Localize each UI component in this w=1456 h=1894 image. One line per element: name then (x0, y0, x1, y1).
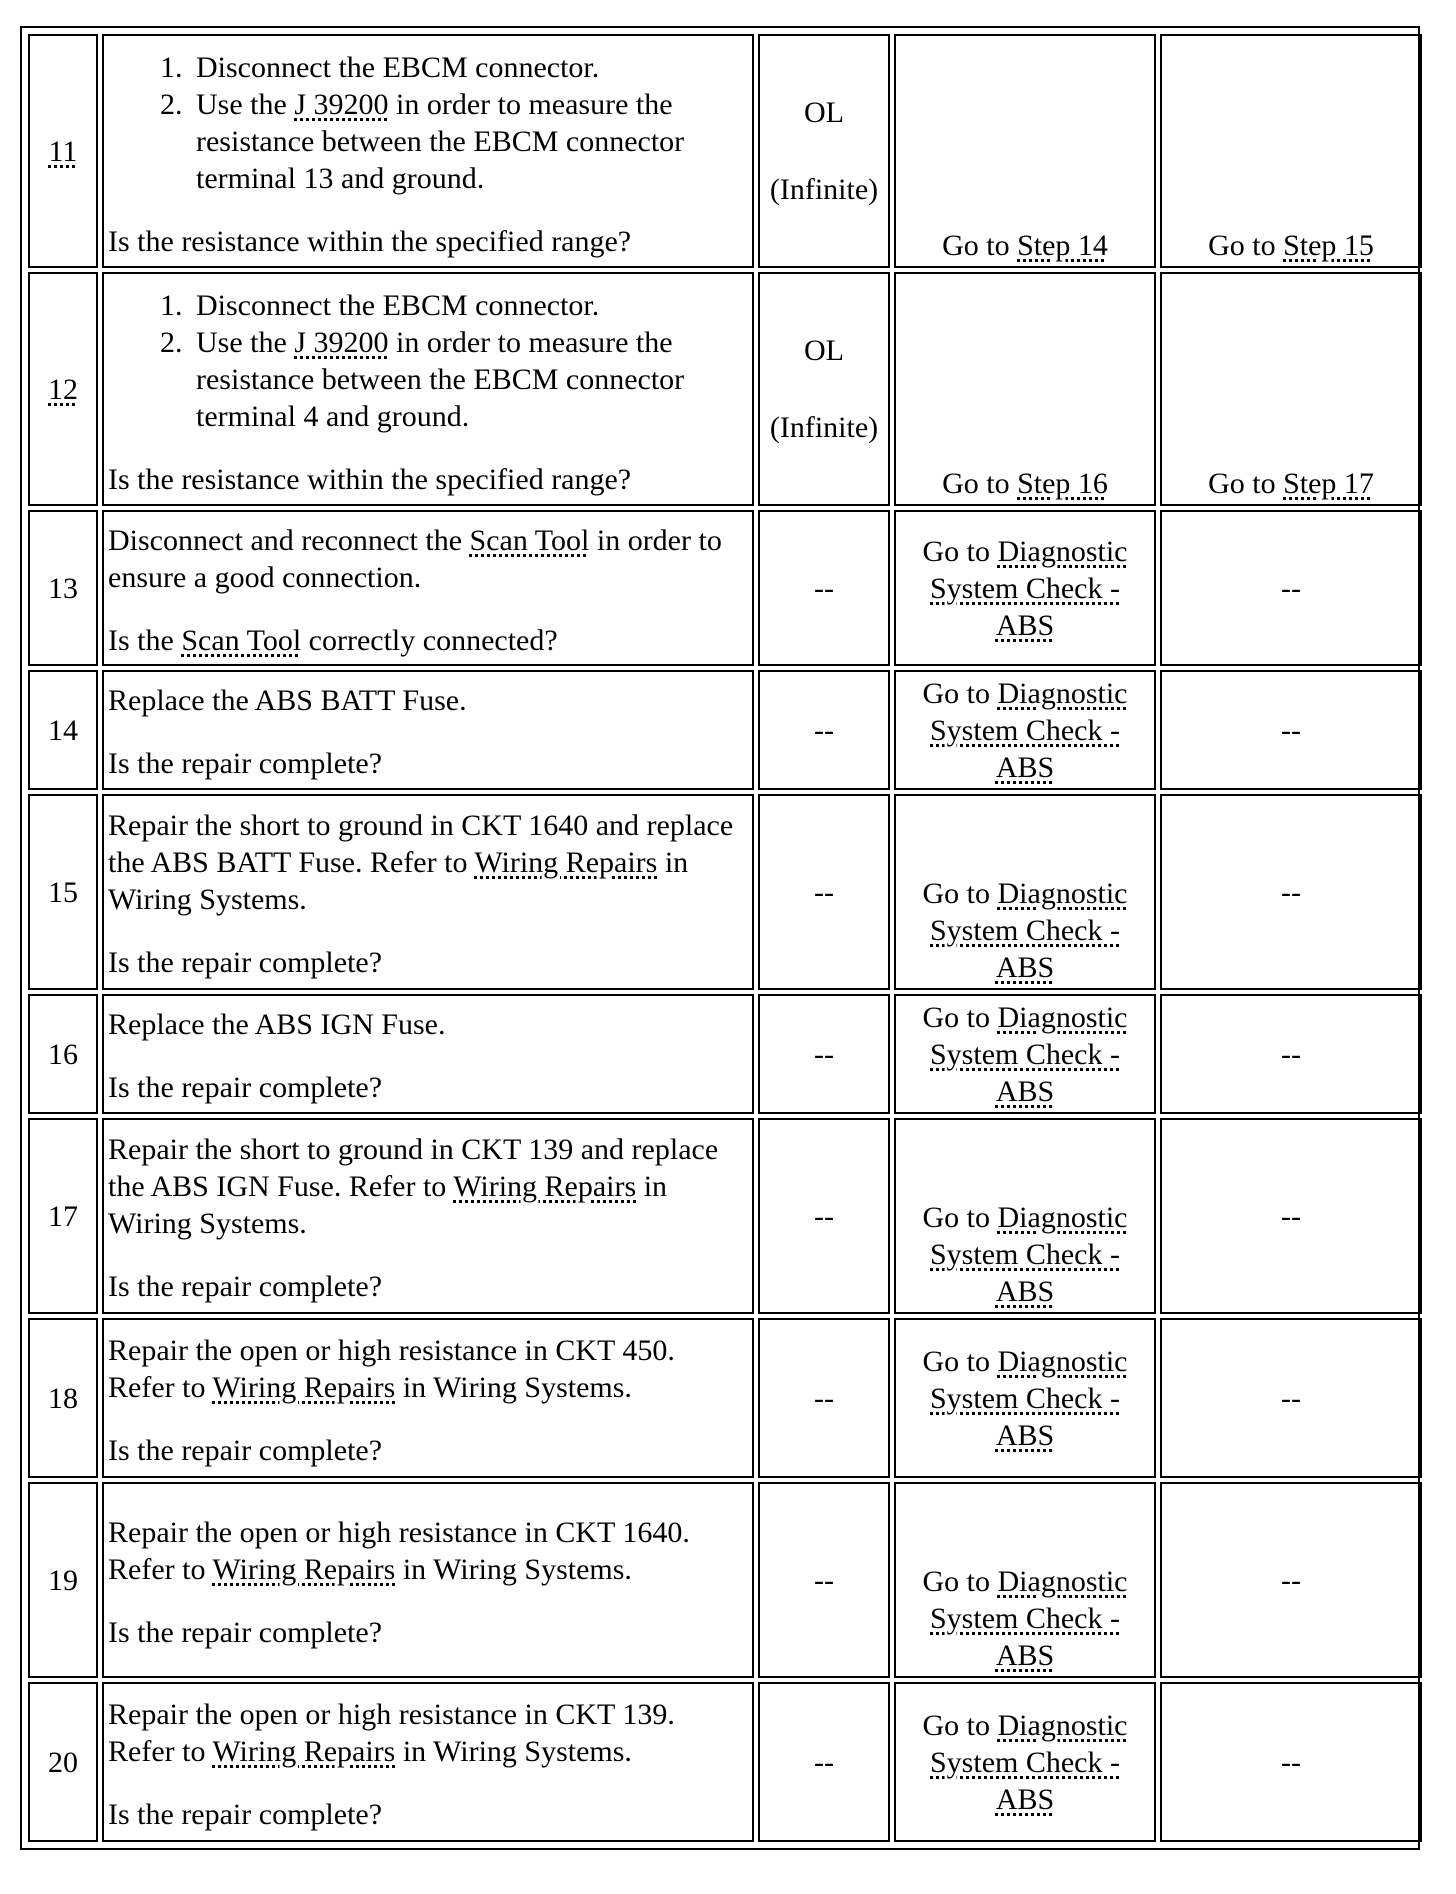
table-row (28, 272, 1422, 506)
step-number[interactable]: 12 (48, 372, 78, 406)
value-cell (758, 34, 890, 268)
value-text: OL (804, 96, 844, 129)
value-text: -- (814, 1037, 834, 1071)
value-text: -- (814, 1199, 834, 1233)
wiring-repairs-link[interactable]: Wiring Repairs (212, 1370, 396, 1404)
question-text: Is the resistance within the specified range? (108, 224, 632, 258)
scan-tool-link[interactable]: Scan Tool (181, 623, 302, 657)
diagnostic-table-frame (20, 26, 1420, 1850)
no-text: -- (1281, 1037, 1301, 1071)
action-cell (102, 272, 754, 506)
no-cell (1160, 1318, 1422, 1478)
question-text: Is the repair complete? (108, 1071, 383, 1104)
no-cell (1160, 510, 1422, 666)
action-cell (102, 670, 754, 790)
value-text: (Infinite) (769, 411, 879, 444)
no-cell (1160, 994, 1422, 1114)
step-number-cell (28, 1482, 98, 1678)
no-cell: Go to Step 15 (1160, 34, 1422, 268)
value-text: OL (804, 334, 844, 367)
wiring-repairs-link[interactable]: Wiring Repairs (212, 1734, 396, 1768)
step-number: 13 (48, 571, 78, 605)
instruction-list (108, 287, 748, 435)
wiring-repairs-link[interactable]: Wiring Repairs (453, 1170, 637, 1203)
no-cell (1160, 794, 1422, 990)
yes-cell: Go to Diagnostic System Check - ABS (894, 1118, 1156, 1314)
no-cell (1160, 670, 1422, 790)
step-number-cell (28, 272, 98, 506)
action-cell (102, 1118, 754, 1314)
instruction-item: 1. Disconnect the EBCM connector. (190, 49, 748, 86)
yes-cell: Go to Diagnostic System Check - ABS (894, 794, 1156, 990)
value-cell (758, 1118, 890, 1314)
yes-cell: Go to Diagnostic System Check - ABS (894, 1318, 1156, 1478)
action-text: Disconnect and reconnect the Scan Tool in order to ensure a good connection. (108, 523, 722, 594)
yes-cell: Go to Step 14 (894, 34, 1156, 268)
action-cell (102, 34, 754, 268)
value-text: -- (814, 1381, 834, 1415)
yes-cell: Go to Diagnostic System Check - ABS (894, 1482, 1156, 1678)
yes-cell: Go to Diagnostic System Check - ABS (894, 670, 1156, 790)
no-text: -- (1281, 1745, 1301, 1779)
action-text: Repair the short to ground in CKT 1640 and replace the ABS BATT Fuse. Refer to Wiring Repairs in Wiring Systems. (108, 809, 734, 916)
step-number: 20 (48, 1745, 78, 1779)
value-cell (758, 670, 890, 790)
step-link[interactable]: Step 14 (1017, 229, 1108, 262)
question-text: Is the repair complete? (108, 1433, 383, 1467)
step-number: 17 (48, 1199, 78, 1233)
step-number: 14 (48, 713, 78, 747)
diagnostic-check-link[interactable]: Diagnostic System Check - ABS (930, 1344, 1128, 1452)
step-number-cell (28, 794, 98, 990)
no-text: -- (1281, 875, 1301, 909)
action-cell (102, 1318, 754, 1478)
value-cell (758, 1682, 890, 1842)
diagnostic-check-link[interactable]: Diagnostic System Check - ABS (930, 534, 1128, 642)
table-row (28, 670, 1422, 790)
diagnostic-check-link[interactable]: Diagnostic System Check - ABS (930, 676, 1128, 784)
question-text: Is the repair complete? (108, 1797, 383, 1831)
question-text: Is the repair complete? (108, 1270, 383, 1303)
instruction-item: 2. Use the J 39200 in order to measure the resistance between the EBCM connector terminal 13 and ground. (190, 86, 748, 197)
tool-link[interactable]: J 39200 (294, 325, 389, 359)
diagnostic-check-link[interactable]: Diagnostic System Check - ABS (930, 1708, 1128, 1816)
action-cell (102, 1682, 754, 1842)
value-cell (758, 994, 890, 1114)
value-cell (758, 1318, 890, 1478)
step-number[interactable]: 11 (48, 134, 78, 168)
step-number-cell (28, 1682, 98, 1842)
yes-cell: Go to Diagnostic System Check - ABS (894, 1682, 1156, 1842)
action-cell (102, 794, 754, 990)
yes-cell: Go to Diagnostic System Check - ABS (894, 994, 1156, 1114)
step-number-cell (28, 510, 98, 666)
yes-cell: Go to Step 16 (894, 272, 1156, 506)
no-text: -- (1281, 713, 1301, 747)
action-cell (102, 994, 754, 1114)
instruction-item: 2. Use the J 39200 in order to measure the resistance between the EBCM connector terminal 4 and ground. (190, 324, 748, 435)
yes-cell: Go to Diagnostic System Check - ABS (894, 510, 1156, 666)
no-text: -- (1281, 1563, 1301, 1597)
action-cell (102, 1482, 754, 1678)
diagnostic-check-link[interactable]: Diagnostic System Check - ABS (930, 1565, 1128, 1672)
instruction-list (108, 49, 748, 197)
step-number: 16 (48, 1037, 78, 1071)
value-text: (Infinite) (769, 173, 879, 206)
action-text: Repair the open or high resistance in CKT 1640. Refer to Wiring Repairs in Wiring Systems. (108, 1515, 690, 1586)
question-text: Is the resistance within the specified range? (108, 462, 632, 496)
step-link[interactable]: Step 15 (1283, 229, 1374, 262)
table-row (28, 1482, 1422, 1678)
question-text: Is the repair complete? (108, 1615, 383, 1649)
tool-link[interactable]: J 39200 (294, 87, 389, 121)
table-row (28, 1318, 1422, 1478)
step-number-cell (28, 1118, 98, 1314)
step-number-cell (28, 670, 98, 790)
step-number-cell (28, 1318, 98, 1478)
diagnostic-check-link[interactable]: Diagnostic System Check - ABS (930, 877, 1128, 984)
no-text: -- (1281, 571, 1301, 605)
no-text: -- (1281, 1381, 1301, 1415)
value-text: -- (814, 1563, 834, 1597)
table-row (28, 34, 1422, 268)
value-cell (758, 510, 890, 666)
table-row (28, 510, 1422, 666)
step-number: 15 (48, 875, 78, 909)
question-text: Is the Scan Tool correctly connected? (108, 623, 558, 657)
value-text: -- (814, 713, 834, 747)
action-text: Replace the ABS BATT Fuse. (108, 684, 467, 717)
table-row (28, 1118, 1422, 1314)
step-link[interactable]: Step 17 (1283, 467, 1374, 500)
diagnostic-check-link[interactable]: Diagnostic System Check - ABS (930, 1000, 1128, 1108)
no-cell (1160, 1682, 1422, 1842)
question-text: Is the repair complete? (108, 747, 383, 780)
table-row (28, 1682, 1422, 1842)
wiring-repairs-link[interactable]: Wiring Repairs (474, 846, 658, 879)
no-cell: Go to Step 17 (1160, 272, 1422, 506)
instruction-item: 1. Disconnect the EBCM connector. (190, 287, 748, 324)
action-text: Repair the open or high resistance in CKT 139. Refer to Wiring Repairs in Wiring Systems. (108, 1697, 675, 1768)
diagnostic-check-link[interactable]: Diagnostic System Check - ABS (930, 1201, 1128, 1308)
value-text: -- (814, 875, 834, 909)
no-cell (1160, 1482, 1422, 1678)
no-cell (1160, 1118, 1422, 1314)
step-number: 19 (48, 1563, 78, 1597)
wiring-repairs-link[interactable]: Wiring Repairs (212, 1552, 396, 1586)
action-cell (102, 510, 754, 666)
scan-tool-link[interactable]: Scan Tool (469, 523, 590, 557)
action-text: Repair the open or high resistance in CKT 450. Refer to Wiring Repairs in Wiring Systems. (108, 1333, 675, 1404)
step-number-cell (28, 34, 98, 268)
value-text: -- (814, 571, 834, 605)
table-row (28, 994, 1422, 1114)
value-text: -- (814, 1745, 834, 1779)
table-row (28, 794, 1422, 990)
value-cell (758, 272, 890, 506)
question-text: Is the repair complete? (108, 946, 383, 979)
diagnostic-table (24, 30, 1426, 1846)
step-number: 18 (48, 1381, 78, 1415)
step-link[interactable]: Step 16 (1017, 467, 1108, 500)
no-text: -- (1281, 1199, 1301, 1233)
action-text: Replace the ABS IGN Fuse. (108, 1008, 446, 1041)
value-cell (758, 1482, 890, 1678)
value-cell (758, 794, 890, 990)
action-text: Repair the short to ground in CKT 139 and replace the ABS IGN Fuse. Refer to Wiring Repairs in Wiring Systems. (108, 1133, 719, 1240)
step-number-cell (28, 994, 98, 1114)
